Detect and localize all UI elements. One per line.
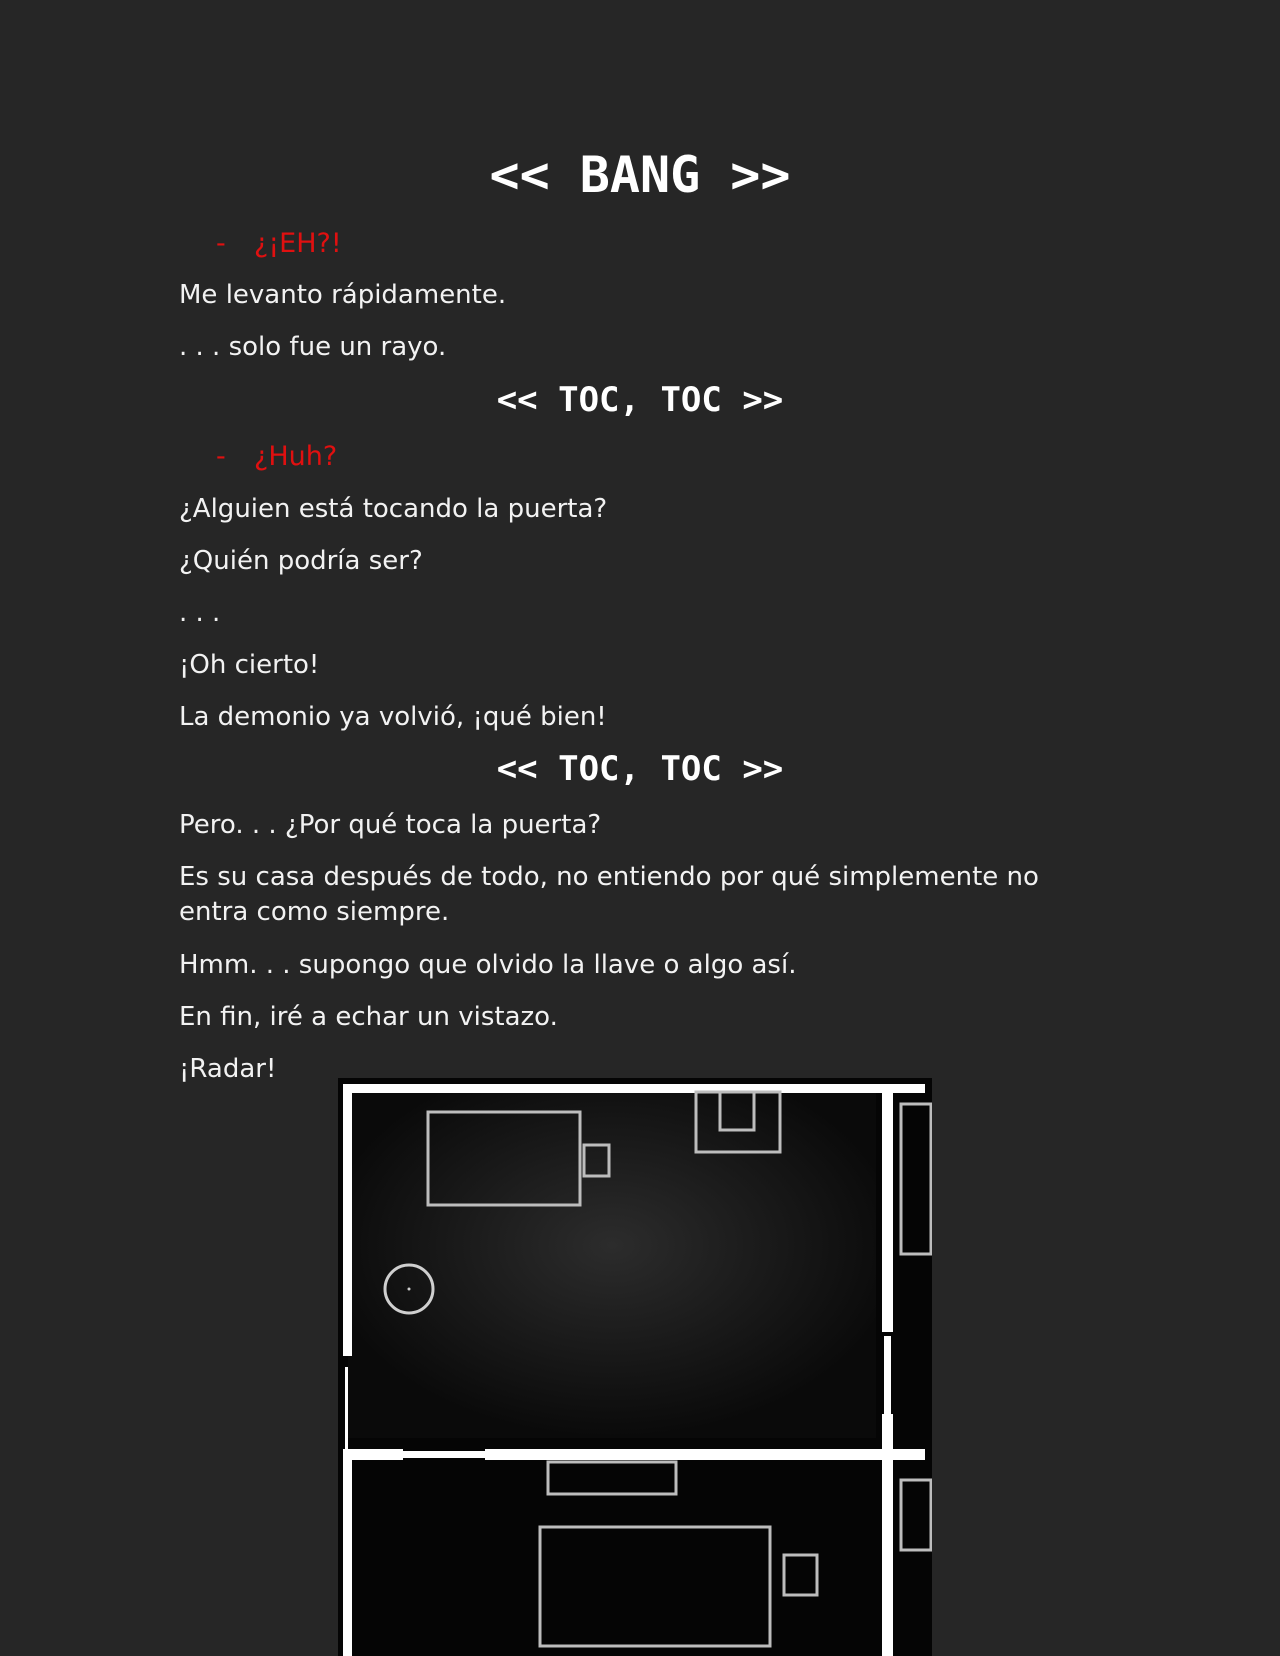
wall-middle-door [403,1451,485,1458]
sfx-knock-2: << TOC, TOC >> [496,749,784,789]
shout-huh-text: ¿Huh? [254,441,338,472]
radar-map [338,1078,932,1656]
shout-huh [216,441,337,472]
narration-line: Pero. . . ¿Por qué toca la puerta? [179,810,602,840]
narration-line: Hmm. . . supongo que olvido la llave o algo así. [179,950,797,980]
dialogue-dash: - [216,228,226,259]
narration-line: . . . [179,598,221,628]
wall-middle-left [343,1449,403,1460]
narration-line: En fin, iré a echar un vistazo. [179,1002,558,1032]
narration-line: Me levanto rápidamente. [179,280,507,310]
narration-line: . . . solo fue un rayo. [179,332,447,362]
wall-left-door [345,1367,348,1449]
player-marker-dot [408,1288,411,1291]
wall-left-upper [343,1084,352,1356]
shout-eh-text: ¿¡EH?! [254,228,342,259]
sfx-bang: << BANG >> [489,146,791,204]
shout-eh [216,228,342,259]
narration-line: ¡Radar! [179,1054,277,1084]
narration-line: ¡Oh cierto! [179,650,320,680]
wall-right-door [884,1336,891,1414]
wall-left-lower [343,1449,352,1656]
wall-top [343,1084,925,1093]
narration-line: Es su casa después de todo, no entiendo por qué simplemente no entra como siempre. [179,862,1039,927]
wall-middle-right [485,1449,925,1460]
narration-line: ¿Alguien está tocando la puerta? [179,494,608,524]
narration-line: La demonio ya volvió, ¡qué bien! [179,702,607,732]
radar-floorplan [338,1078,932,1656]
narration-line: ¿Quién podría ser? [179,546,423,576]
wall-right-upper [882,1084,893,1332]
dialogue-dash: - [216,441,226,472]
sfx-knock-1: << TOC, TOC >> [496,380,784,420]
